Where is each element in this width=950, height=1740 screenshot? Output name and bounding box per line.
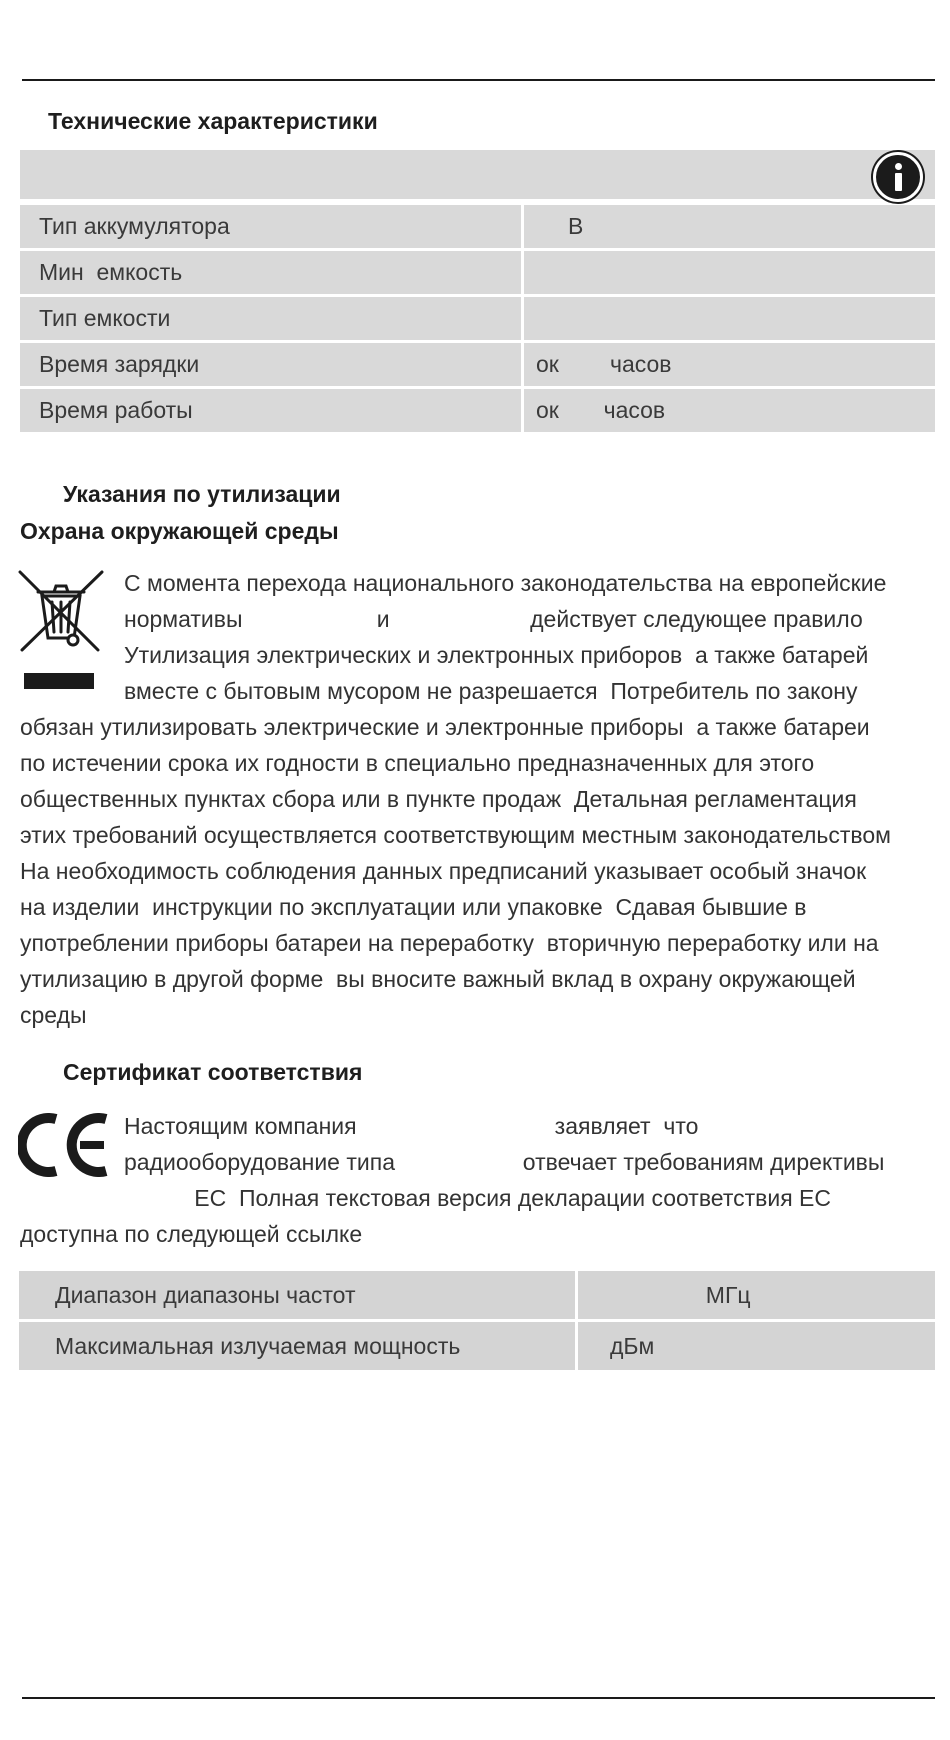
spec-label: Время зарядки	[20, 343, 524, 386]
table-row	[20, 251, 935, 294]
text-line: употреблении приборы батареи на переработку вторичную переработку или на	[20, 930, 879, 956]
radio-value: МГц	[578, 1271, 935, 1319]
text-line: С момента перехода национального законодательства на европейские	[124, 570, 887, 596]
text-line: этих требований осуществляется соответствующим местным законодательством	[20, 822, 891, 848]
text-line: Настоящим компания заявляет что	[124, 1113, 699, 1139]
text-line: обязан утилизировать электрические и электронные приборы а также батареи	[20, 714, 870, 740]
table-row	[20, 389, 935, 432]
spec-value	[524, 297, 935, 340]
radio-label: Диапазон диапазоны частот	[19, 1271, 578, 1319]
top-rule	[22, 79, 935, 81]
spec-value: ок часов	[524, 389, 935, 432]
text-line: ЕС Полная текстовая версия декларации соответствия ЕС	[124, 1185, 832, 1211]
disposal-title: Указания по утилизации	[63, 481, 341, 507]
disposal-subtitle: Охрана окружающей среды	[20, 518, 339, 544]
text-line: радиооборудование типа отвечает требованиям директивы	[124, 1149, 885, 1175]
table-row	[19, 1322, 935, 1370]
text-line: среды	[20, 1002, 87, 1028]
text-line: по истечении срока их годности в специально предназначенных для этого	[20, 750, 815, 776]
text-line: На необходимость соблюдения данных предписаний указывает особый значок	[20, 858, 867, 884]
table-row	[20, 297, 935, 340]
spec-value	[524, 251, 935, 294]
text-line: доступна по следующей ссылке	[20, 1221, 363, 1247]
text-line: общественных пунктах сбора или в пункте продаж Детальная регламентация	[20, 786, 857, 812]
text-line: вместе с бытовым мусором не разрешается Потребитель по закону	[124, 678, 858, 704]
table-row	[20, 343, 935, 386]
table-row	[19, 1271, 935, 1319]
info-icon	[873, 152, 923, 202]
radio-label: Максимальная излучаемая мощность	[19, 1322, 578, 1370]
bottom-rule	[22, 1697, 935, 1699]
conformity-text	[20, 1108, 935, 1252]
spec-table-header	[20, 150, 935, 199]
spec-table	[20, 202, 935, 435]
text-line: нормативы и действует следующее правило	[124, 606, 863, 632]
radio-table	[19, 1268, 935, 1373]
spec-value: ок часов	[524, 343, 935, 386]
text-line: Утилизация электрических и электронных приборов а также батарей	[124, 642, 869, 668]
spec-label: Тип емкости	[20, 297, 524, 340]
text-line: утилизацию в другой форме вы вносите важный вклад в охрану окружающей	[20, 966, 856, 992]
spec-value: В	[524, 205, 935, 248]
spec-label: Тип аккумулятора	[20, 205, 524, 248]
disposal-text	[20, 565, 935, 1033]
conformity-title: Сертификат соответствия	[63, 1059, 363, 1085]
text-line: на изделии инструкции по эксплуатации или упаковке Сдавая бывшие в	[20, 894, 807, 920]
radio-value: дБм	[578, 1322, 935, 1370]
spec-label: Мин емкость	[20, 251, 524, 294]
table-row	[20, 205, 935, 248]
spec-title: Технические характеристики	[48, 108, 378, 134]
spec-label: Время работы	[20, 389, 524, 432]
